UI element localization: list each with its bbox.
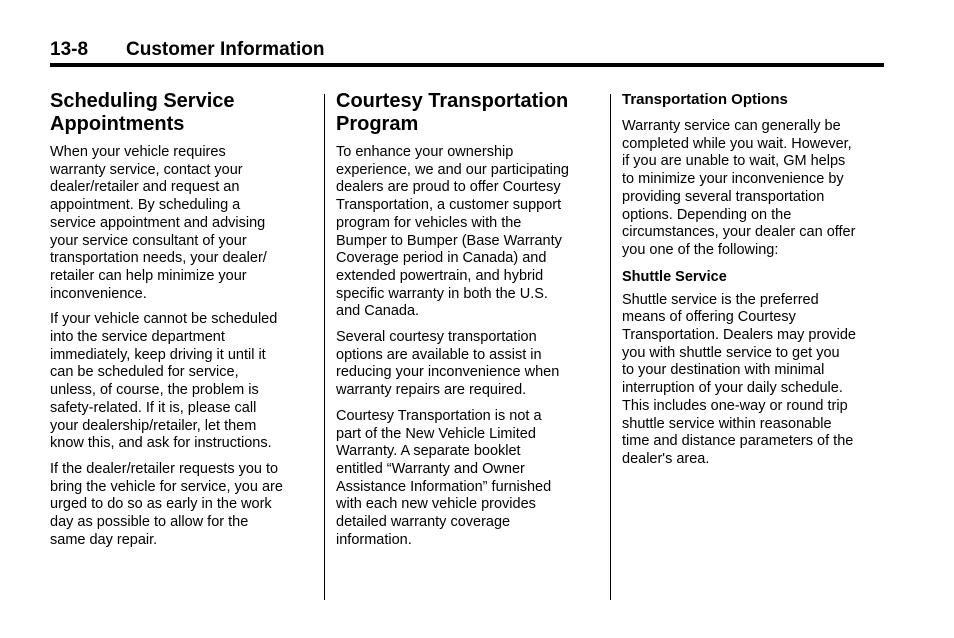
courtesy-paragraph-1: To enhance your ownership experience, we and our participating dealers are proud to offer Courtesy Transportation, a customer support program for vehicles with the Bumper to Bumper (Base Warranty Coverage period in Canada) and extended powertrain, and hybrid specific warranty in both the U.S. and Canada.	[336, 144, 569, 320]
shuttle-service-body: Shuttle service is the preferred means of offering Courtesy Transportation. Dealers may provide you with shuttle service to get you to your destination with minimal interruption of your daily schedule. This includes one-way or round trip shuttle service within reasonable time and distance parameters of the dealer's area.	[622, 291, 856, 467]
scheduling-paragraph-3: If the dealer/retailer requests you to bring the vehicle for service, you are urged to do so as early in the work day as possible to allow for the same day repair.	[50, 460, 283, 548]
column-divider-1	[324, 94, 325, 600]
courtesy-transportation-heading: Courtesy Transportation Program	[336, 90, 569, 135]
column-divider-2	[610, 94, 611, 600]
scheduling-paragraph-1: When your vehicle requires warranty service, contact your dealer/retailer and request an appointment. By scheduling a service appointment and advising your service consultant of your transportation needs, your dealer/ retailer can help minimize your inconvenience.	[50, 144, 267, 302]
shuttle-service-heading: Shuttle Service	[622, 268, 727, 285]
courtesy-paragraph-2: Several courtesy transportation options are available to assist in reducing your inconvenience when warranty repairs are required.	[336, 329, 560, 399]
column-courtesy-transportation	[336, 90, 601, 557]
transportation-options-heading: Transportation Options	[622, 91, 788, 108]
section-title: Customer Information	[126, 39, 325, 60]
transportation-options-intro: Warranty service can generally be completed while you wait. However, if you are unable to wait, GM helps to minimize your inconvenience by providing several transportation options. Depending on the circumstances, your dealer can offer you one of the following:	[622, 118, 856, 258]
header-rule	[50, 63, 884, 67]
page-header	[50, 38, 884, 64]
column-transportation-options	[622, 90, 886, 477]
courtesy-paragraph-3: Courtesy Transportation is not a part of the New Vehicle Limited Warranty. A separate booklet entitled “Warranty and Owner Assistance Information” furnished with each new vehicle provides detailed warranty coverage information.	[336, 407, 552, 548]
scheduling-paragraph-2: If your vehicle cannot be scheduled into the service department immediately, keep driving it until it can be scheduled for service, unless, of course, the problem is safety-related. If it is, please call your dealership/retailer, let them know this, and ask for instructions.	[50, 311, 278, 452]
scheduling-service-heading: Scheduling Service Appointments	[50, 90, 235, 135]
page-number: 13-8	[50, 39, 89, 60]
column-scheduling-service	[50, 90, 315, 557]
